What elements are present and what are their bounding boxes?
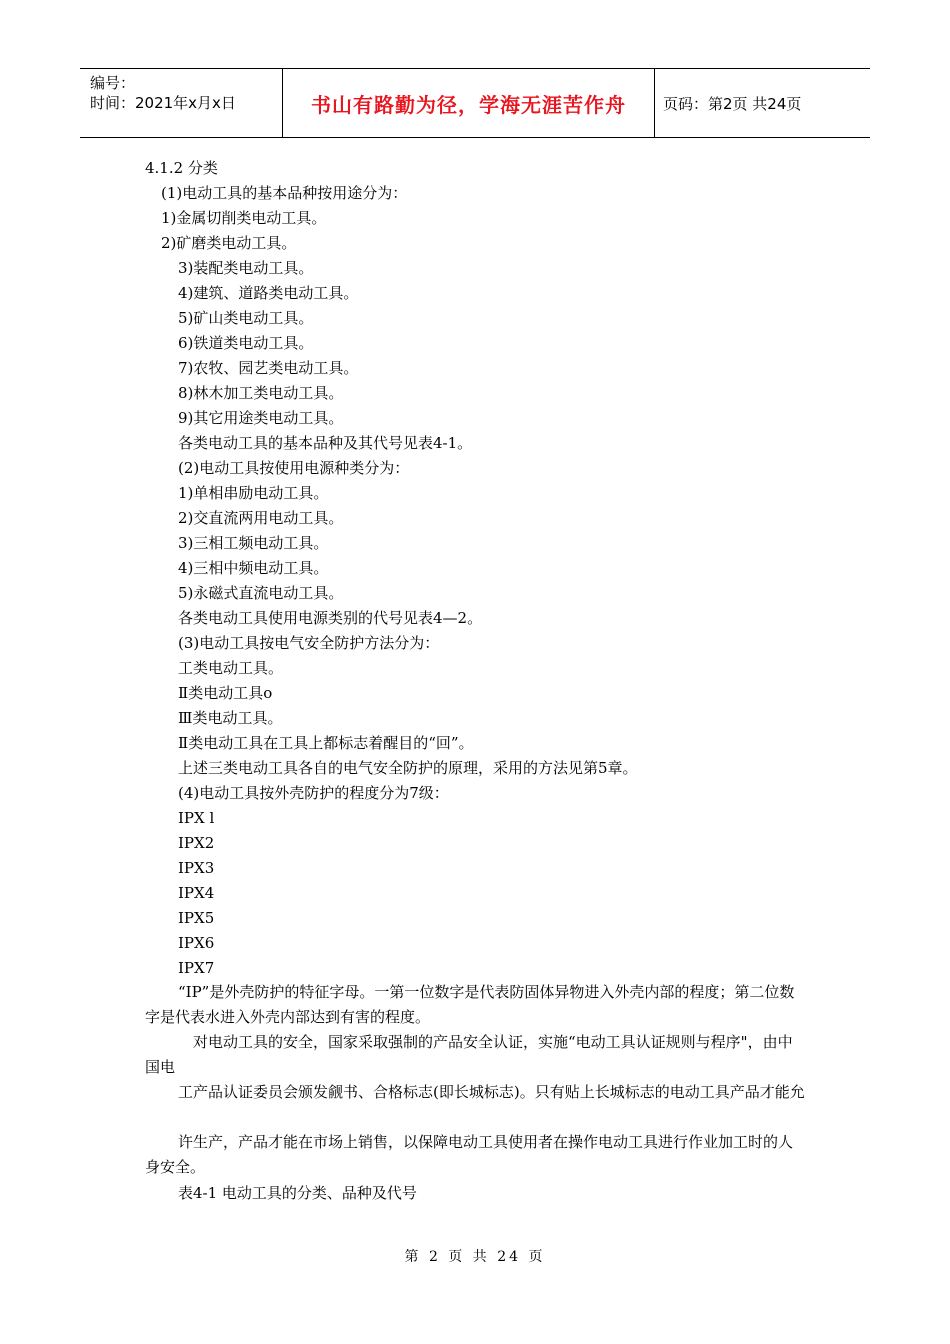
body-line: 6)铁道类电动工具。 [178, 334, 314, 352]
body-paragraph: 工产品认证委员会颁发觎书、合格标志(即长城标志)。只有贴上长城标志的电动工具产品才能允 [178, 1083, 805, 1101]
body-line: 3)三相工频电动工具。 [178, 534, 329, 552]
header-motto: 书山有路勤为径，学海无涯苦作舟 [282, 69, 655, 137]
body-line: IPX2 [178, 834, 215, 852]
body-line: 7)农牧、园艺类电动工具。 [178, 359, 359, 377]
body-line: 8)林木加工类电动工具。 [178, 384, 344, 402]
body-line: 1)单相串励电动工具。 [178, 484, 329, 502]
body-line: 9)其它用途类电动工具。 [178, 409, 344, 427]
body-line: 4)三相中频电动工具。 [178, 559, 329, 577]
body-line: 5)矿山类电动工具。 [178, 309, 314, 327]
body-line: IPX5 [178, 909, 215, 927]
document-number-label: 编号： [90, 74, 136, 92]
body-line: 5)永磁式直流电动工具。 [178, 584, 344, 602]
document-time-label: 时间：2021年x月x日 [90, 94, 236, 112]
body-line: (2)电动工具按使用电源种类分为： [178, 459, 410, 477]
body-line: IPX3 [178, 859, 215, 877]
body-paragraph: 对电动工具的安全，国家采取强制的产品安全认证，实施“电动工具认证规则与程序"，由中国电 [145, 1033, 793, 1076]
header-page-info: 页码：第2页 共24页 [663, 94, 802, 113]
page-footer: 第 2 页 共 24 页 [404, 1249, 546, 1265]
body-line: 3)装配类电动工具。 [178, 259, 314, 277]
body-line: IPX4 [178, 884, 215, 902]
body-line: 4)建筑、道路类电动工具。 [178, 284, 359, 302]
body-line: IPX6 [178, 934, 215, 952]
body-line: (4)电动工具按外壳防护的程度分为7级： [178, 784, 449, 802]
body-line: (1)电动工具的基本品种按用途分为： [161, 184, 408, 202]
section-title: 4.1.2 分类 [145, 159, 218, 177]
body-line: (3)电动工具按电气安全防护方法分为： [178, 634, 440, 652]
header-meta-cell [80, 69, 282, 137]
body-line: 1)金属切削类电动工具。 [161, 209, 327, 227]
document-header [80, 68, 870, 138]
body-line: IPX7 [178, 959, 215, 977]
body-line: Ⅱ类电动工具在工具上都标志着醒目的“回”。 [178, 734, 474, 752]
body-line: Ⅲ类电动工具。 [178, 709, 283, 727]
table-caption: 表4-1 电动工具的分类、品种及代号 [178, 1184, 417, 1202]
body-paragraph: “IP”是外壳防护的特征字母。一第一位数字是代表防固体异物进入外壳内部的程度；第二位数字是代表水进入外壳内部达到有害的程度。 [145, 983, 795, 1026]
body-line: 各类电动工具的基本品种及其代号见表4-1。 [178, 434, 473, 452]
body-line: 2)交直流两用电动工具。 [178, 509, 344, 527]
body-line: 各类电动工具使用电源类别的代号见表4—2。 [178, 609, 483, 627]
body-line: Ⅱ类电动工具o [178, 684, 273, 702]
body-paragraph: 许生产，产品才能在市场上销售，以保障电动工具使用者在操作电动工具进行作业加工时的人身安全。 [145, 1133, 794, 1176]
body-line: 2)矿磨类电动工具。 [161, 234, 297, 252]
body-line: IPX l [178, 809, 215, 827]
body-line: 上述三类电动工具各自的电气安全防护的原理，采用的方法见第5章。 [178, 759, 638, 777]
body-line: 工类电动工具。 [178, 659, 284, 677]
